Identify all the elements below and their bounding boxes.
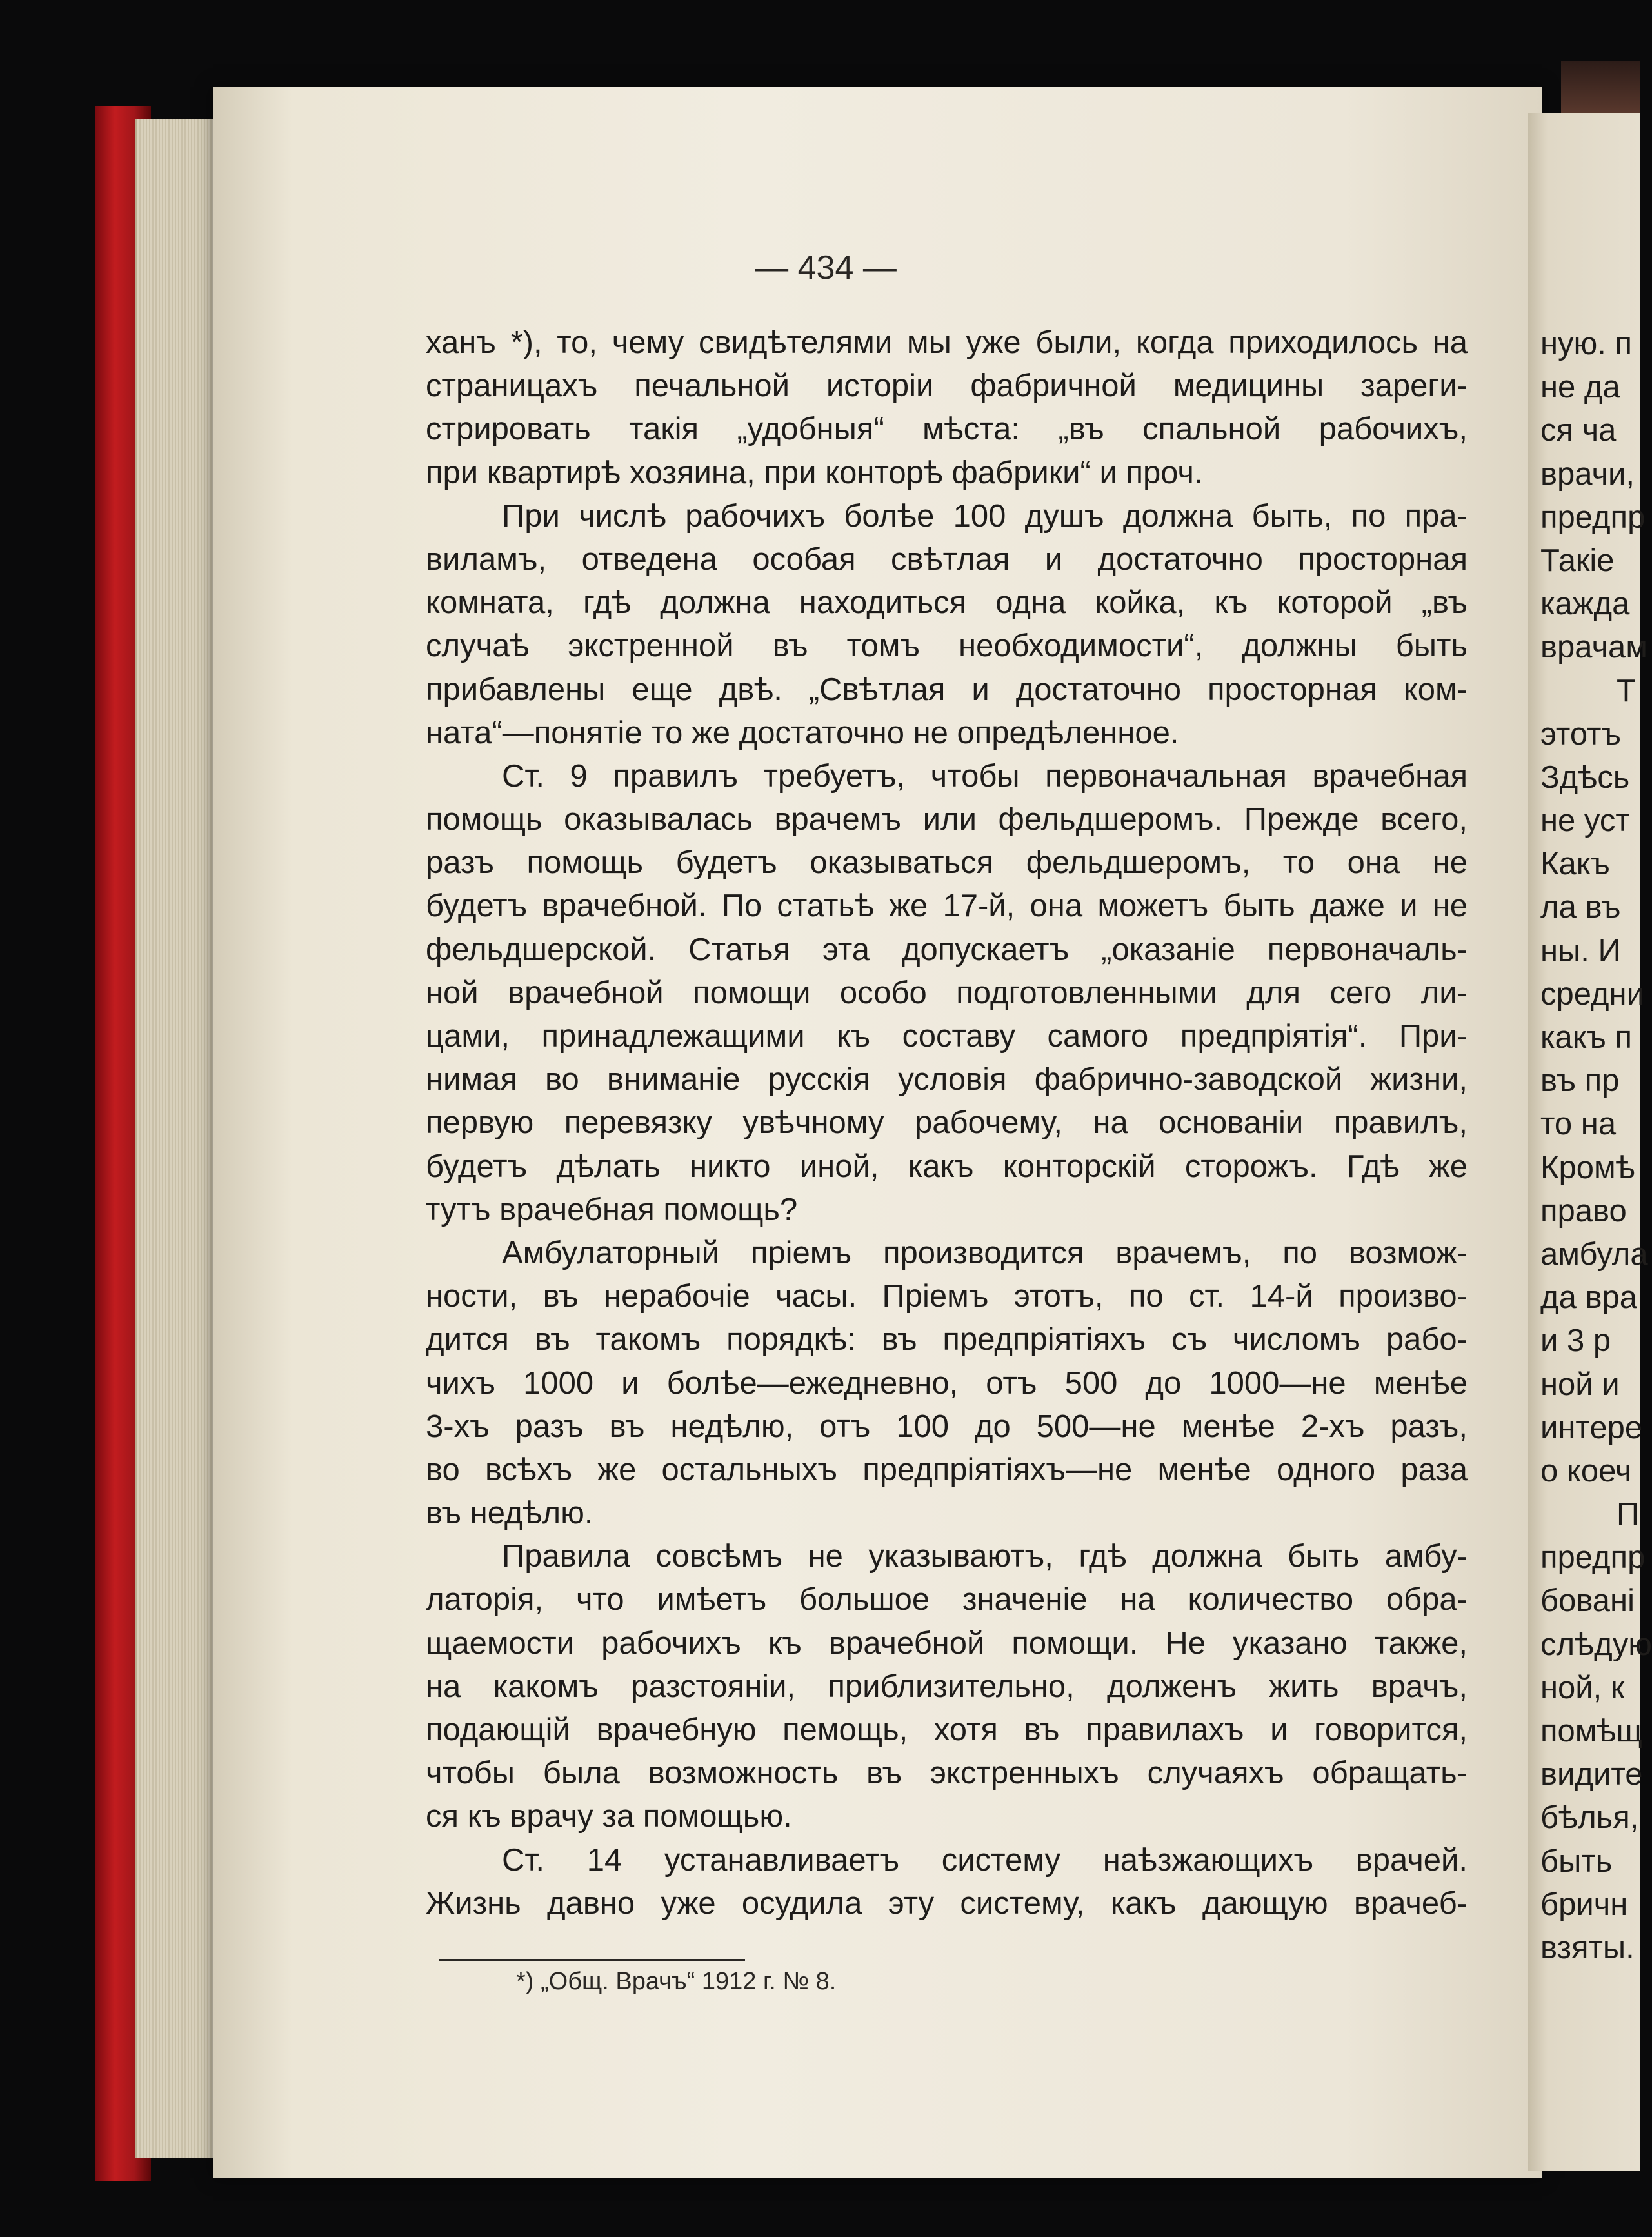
text-line: 3-хъ разъ въ недѣлю, отъ 100 до 500—не менѣе 2-хъ разъ,: [426, 1409, 1468, 1444]
right-text-line: ной и: [1540, 1367, 1620, 1402]
text-line: фельдшерской. Статья эта допускаетъ „оказаніе первоначаль-: [426, 932, 1468, 967]
right-text-line: предпр: [1540, 1540, 1646, 1576]
right-text-line: предпр: [1540, 499, 1646, 535]
body-text: [426, 321, 1468, 1925]
right-text-line: видите: [1540, 1757, 1643, 1792]
right-text-line: ся ча: [1540, 413, 1617, 448]
text-line: случаѣ экстренной въ томъ необходимости“, должны быть: [426, 628, 1468, 664]
right-text-line: Кромѣ: [1540, 1150, 1635, 1185]
text-line: на какомъ разстояніи, приблизительно, долженъ жить врачъ,: [426, 1669, 1468, 1704]
right-text-line: то на: [1540, 1107, 1617, 1142]
right-text-line: бѣлья,: [1540, 1800, 1639, 1836]
text-line: прибавлены еще двѣ. „Свѣтлая и достаточно просторная ком-: [426, 672, 1468, 707]
text-line: чихъ 1000 и болѣе—ежедневно, отъ 500 до 1000—не менѣе: [426, 1365, 1468, 1401]
right-text-line: ную. п: [1540, 326, 1633, 361]
right-text-line: П: [1617, 1497, 1640, 1532]
text-line: первую перевязку увѣчному рабочему, на основаніи правилъ,: [426, 1105, 1468, 1141]
right-text-line: врачам: [1540, 630, 1647, 665]
text-line: стрировать такія „удобныя“ мѣста: „въ спальной рабочихъ,: [426, 412, 1468, 447]
text-line: помощь оказывалась врачемъ или фельдшеромъ. Прежде всего,: [426, 802, 1468, 838]
right-text-line: интере: [1540, 1410, 1643, 1445]
right-text-line: слѣдую: [1540, 1627, 1652, 1662]
text-line: нимая во вниманіе русскія условія фабрично-заводской жизни,: [426, 1062, 1468, 1098]
text-line: комната, гдѣ должна находиться одна койка, къ которой „въ: [426, 585, 1468, 621]
right-text-line: Здѣсь: [1540, 759, 1630, 795]
right-text-line: въ пр: [1540, 1063, 1620, 1099]
right-text-line: ла въ: [1540, 890, 1621, 925]
right-text-line: средни: [1540, 976, 1644, 1012]
text-line: При числѣ рабочихъ болѣе 100 душъ должна быть, по пра-: [502, 498, 1468, 534]
text-line: Ст. 9 правилъ требуетъ, чтобы первоначальная врачебная: [502, 758, 1468, 794]
right-text-line: право: [1540, 1193, 1627, 1229]
text-line: ной врачебной помощи особо подготовленными для сего ли-: [426, 975, 1468, 1010]
text-line: въ недѣлю.: [426, 1496, 593, 1531]
right-text-line: не да: [1540, 370, 1620, 405]
text-line: во всѣхъ же остальныхъ предпріятіяхъ—не менѣе одного раза: [426, 1452, 1468, 1487]
right-text-line: Т: [1617, 673, 1636, 708]
right-text-line: бовані: [1540, 1583, 1635, 1619]
text-line: дится въ такомъ порядкѣ: въ предпріятіяхъ съ числомъ рабо-: [426, 1322, 1468, 1358]
text-line: будетъ дѣлать никто иной, какъ конторскій сторожъ. Гдѣ же: [426, 1149, 1468, 1184]
right-text-line: помѣщ: [1540, 1714, 1642, 1749]
right-text-line: и 3 р: [1540, 1323, 1611, 1359]
text-line: Амбулаторный пріемъ производится врачемъ, по возмож-: [502, 1235, 1468, 1270]
right-page: [1528, 113, 1652, 2171]
text-line: щаемости рабочихъ къ врачебной помощи. Не указано также,: [426, 1625, 1468, 1661]
text-line: будетъ врачебной. По статьѣ же 17-й, она можетъ быть даже и не: [426, 888, 1468, 924]
text-line: виламъ, отведена особая свѣтлая и достаточно просторная: [426, 541, 1468, 577]
right-text-line: о коеч: [1540, 1453, 1632, 1489]
right-text-line: ной, к: [1540, 1670, 1625, 1705]
page-number: — 434 —: [755, 249, 897, 286]
text-line: страницахъ печальной исторіи фабричной медицины зареги-: [426, 368, 1468, 404]
right-text-line: Какъ: [1540, 847, 1610, 882]
text-line: подающій врачебную пемощь, хотя въ правилахъ и говорится,: [426, 1712, 1468, 1747]
text-line: ната“—понятіе то же достаточно не опредѣленное.: [426, 715, 1179, 750]
right-text-line: Такіе: [1540, 543, 1615, 578]
right-page-text: [1540, 323, 1652, 1970]
right-text-line: ны. И: [1540, 933, 1621, 968]
right-text-line: взяты.: [1540, 1930, 1635, 1965]
text-line: разъ помощь будетъ оказываться фельдшеромъ, то она не: [426, 845, 1468, 881]
text-line: ханъ *), то, чему свидѣтелями мы уже были, когда приходилось на: [426, 325, 1468, 360]
text-line: Жизнь давно уже осудила эту систему, какъ дающую врачеб-: [426, 1885, 1468, 1921]
text-line: латорія, что имѣетъ большое значеніе на количество обра-: [426, 1582, 1468, 1618]
right-text-line: бричн: [1540, 1887, 1628, 1922]
text-line: Ст. 14 устанавливаетъ систему наѣзжающихъ врачей.: [502, 1842, 1468, 1878]
right-text-line: да вра: [1540, 1280, 1637, 1316]
text-line: Правила совсѣмъ не указываютъ, гдѣ должна быть амбу-: [502, 1539, 1468, 1574]
text-line: цами, принадлежащими къ составу самого предпріятія“. При-: [426, 1019, 1468, 1054]
text-line: ности, въ нерабочіе часы. Пріемъ этотъ, по ст. 14-й произво-: [426, 1279, 1468, 1314]
text-line: чтобы была возможность въ экстренныхъ случаяхъ обращать-: [426, 1756, 1468, 1791]
right-text-line: этотъ: [1540, 716, 1622, 752]
right-text-line: каждa: [1540, 587, 1630, 622]
text-line: при квартирѣ хозяина, при конторѣ фабрики“ и проч.: [426, 455, 1203, 490]
footnote-rule: [439, 1959, 745, 1961]
text-line: ся къ врачу за помощью.: [426, 1799, 792, 1834]
footnote: *) „Общ. Врачъ“ 1912 г. № 8.: [516, 1968, 837, 1995]
right-text-line: амбула: [1540, 1236, 1648, 1272]
right-book-cover: [1561, 61, 1640, 119]
right-text-line: не уст: [1540, 803, 1630, 839]
right-text-line: быть: [1540, 1843, 1613, 1879]
right-text-line: какъ п: [1540, 1020, 1632, 1055]
right-text-line: врачи,: [1540, 456, 1635, 492]
text-line: тутъ врачебная помощь?: [426, 1192, 798, 1227]
